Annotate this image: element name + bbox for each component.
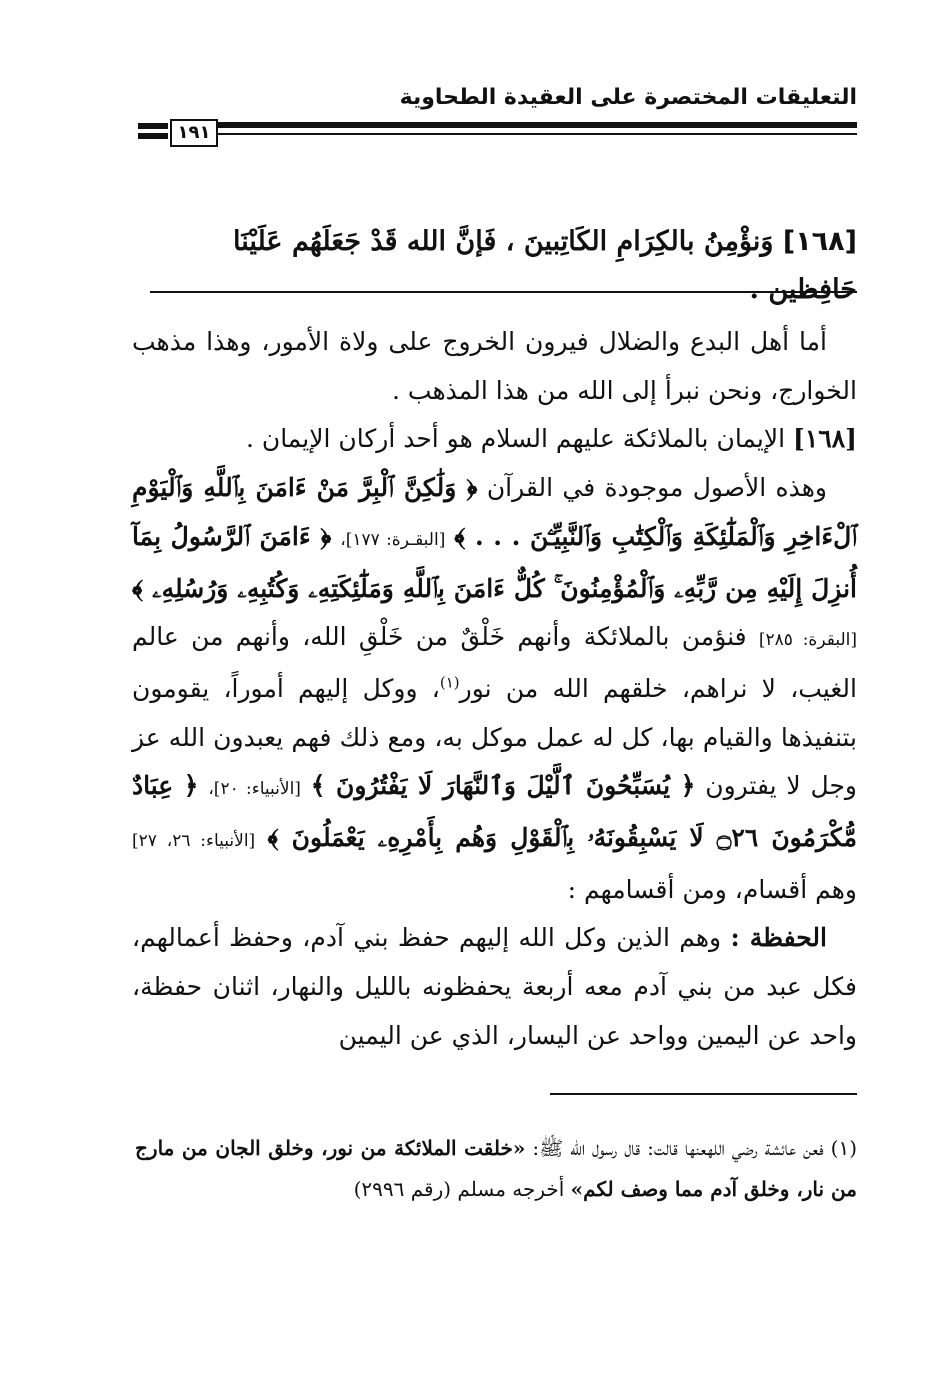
quran-verse: ﴿ عِبَادٌ مُّكْرَمُونَ ۝٢٦ لَا يَسْبِقُونَهُۥ بِٱلْقَوْلِ وَهُم بِأَمْرِهِۦ يَعْمَلُونَ ﴾ [132,771,857,853]
footnote-marker: (١) [439,673,460,692]
commentary-body [132,318,857,1061]
evidence-text: وهذه الأصول موجودة في القرآن [486,473,827,503]
paragraph-evidence [132,464,857,914]
evidence-text: فنؤمن بالملائكة وأنهم خَلْقٌ من خَلْقِ الله، وأنهم من عالم الغيب، لا نراهم، خلقهم الله من نور [132,622,857,703]
paragraph-angels-intro [132,415,857,464]
paragraph-hafaza [132,914,857,1060]
footnote-number: (١) [830,1136,858,1160]
evidence-text: ، ووكل إليهم أموراً، يقومون بتنفيذها والقيام بها، كل له عمل موكل به، ومع ذلك فهم يعبدون الله عز وجل لا يفترون [132,673,857,801]
hadith-quote: «خلقت الملائكة من نور، وخلق الجان من مارج من نار، وخلق آدم مما وصف لكم» [135,1136,857,1201]
verse-reference: [الأنبياء: ٢٦، ٢٧] [132,831,256,852]
footnote-source: أخرجه مسلم (رقم ٢٩٩٦) [353,1177,565,1201]
footnotes [135,1128,857,1210]
paragraph-khawarij: أما أهل البدع والضلال فيرون الخروج على ولاة الأمور، وهذا مذهب الخوارج، ونحن نبرأ إلى الله من هذا المذهب . [132,327,857,405]
quran-verse: ﴿ وَلَٰكِنَّ ٱلْبِرَّ مَنْ ءَامَنَ بِٱللَّهِ وَٱلْيَوْمِ ٱلْءَاخِرِ وَٱلْمَلَٰٓئِكَةِ وَٱلْكِتَٰبِ وَٱلنَّبِيِّـۧنَ . . . ﴾ [132,473,858,551]
matn-sentence: وَنؤْمِنُ بالكِرَامِ الكَاتِبينَ ، فَإنَّ الله قَدْ جَعَلَهُم عَلَيْنَا حَافِظين . [232,226,857,305]
paragraph-number: [١٦٨] [793,424,857,454]
evidence-text: وهم أقسام، ومن أقسامهم : [567,874,857,904]
matn-divider [150,291,857,293]
paragraph-hafaza-text: وهم الذين وكل الله إليهم حفظ بني آدم، وحفظ أعمالهم، فكل عبد من بني آدم معه أربعة يحفظونه بالليل والنهار، اثنان حفظة، واحد عن اليمين وواحد عن اليسار، الذي عن اليمين [132,923,857,1050]
verse-reference: [الأنبياء: ٢٠]، [208,779,301,800]
header-rule-thin [218,133,857,135]
footnote-1 [135,1128,857,1210]
footnote-divider [550,1093,857,1095]
matn-number: [١٦٨] [782,226,857,257]
quran-verse: ﴿ ءَامَنَ ٱلرَّسُولُ بِمَآ أُنزِلَ إِلَيْهِ مِن رَّبِّهِۦ وَٱلْمُؤْمِنُونَ ۚ كُلٌّ ءَامَنَ بِٱللَّهِ وَمَلَٰٓئِكَتِهِۦ وَكُتُبِهِۦ وَرُسُلِهِۦ ﴾ [132,521,857,603]
header-ornament [138,123,168,143]
header-rule [218,122,857,128]
term-heading: الحفظة : [730,923,827,953]
running-title: التعليقات المختصرة على العقيدة الطحاوية [399,85,857,110]
matn-text [140,218,857,314]
page-number: ١٩١ [170,119,218,147]
verse-reference: [البقرة: ٢٨٥] [758,630,857,651]
paragraph-angels-intro-text: الإيمان بالملائكة عليهم السلام هو أحد أركان الإيمان . [245,424,786,454]
footnote-text: فعن عائشة رضي اللهعنها قالت: قال رسول الله ﷺ: [532,1136,824,1160]
quran-verse: ﴿ يُسَبِّحُونَ ٱلَّيْلَ وَٱلنَّهَارَ لَا يَفْتُرُونَ ﴾ [310,771,696,801]
verse-reference: [البقـرة: ١٧٧]، [340,529,446,550]
